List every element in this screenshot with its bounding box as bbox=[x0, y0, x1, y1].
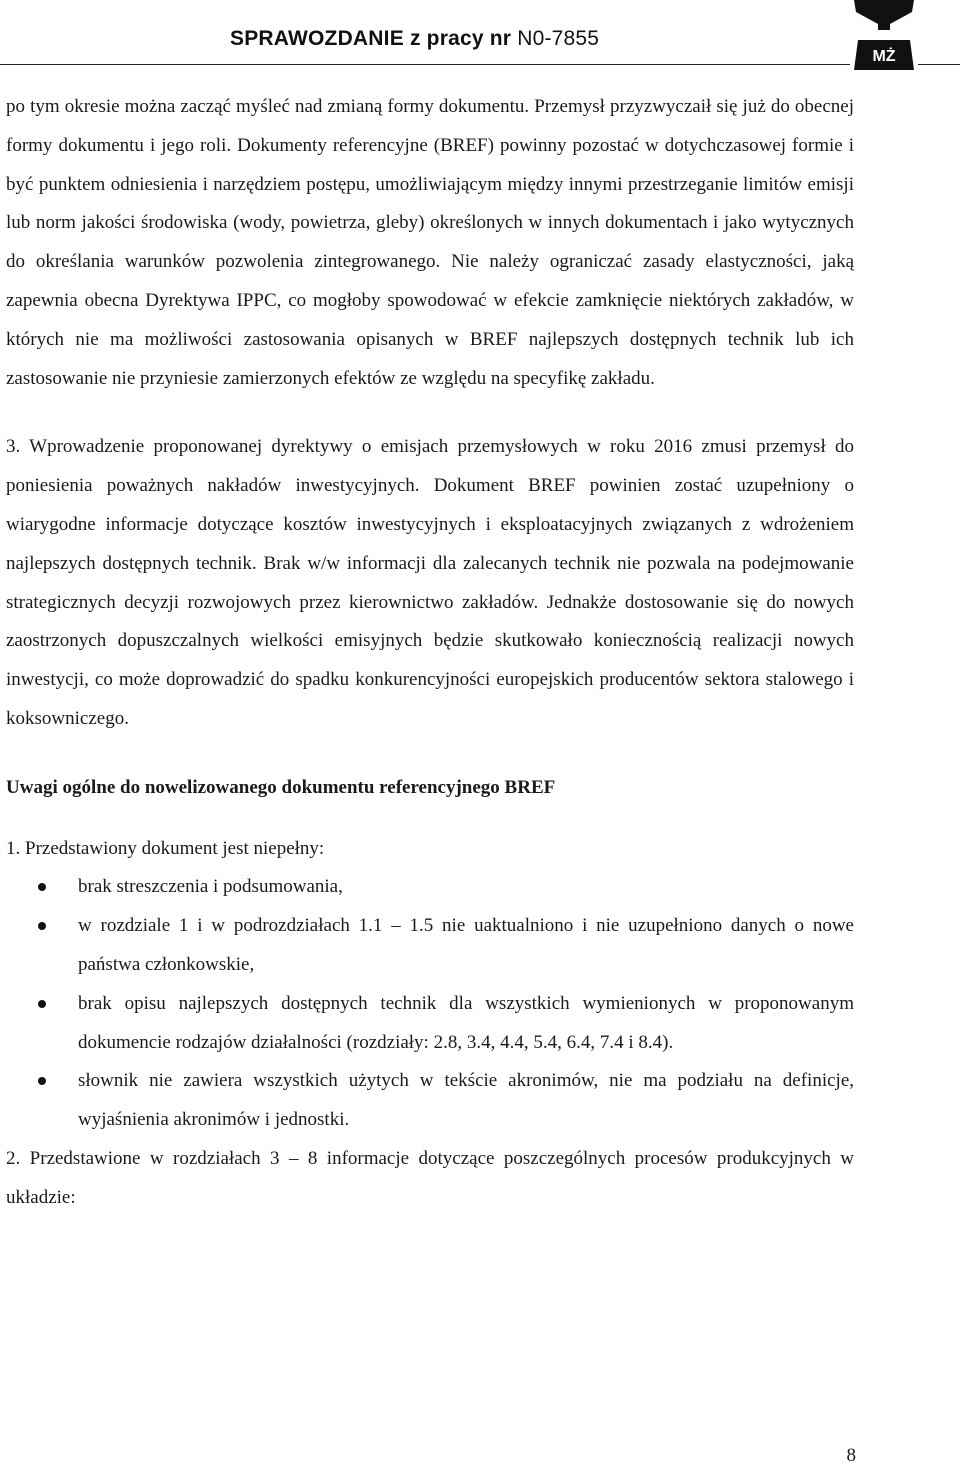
bullet-item: brak opisu najlepszych dostępnych technik dla wszystkich wymienionych w proponowanym dokumencie rodzajów działalności (rozdziały: 2.8, 3.4, 4.4, 5.4, 6.4, 7.4 i 8.4). bbox=[6, 985, 854, 1063]
header-divider-right bbox=[918, 64, 960, 65]
list-item-2-intro: 2. Przedstawione w rozdziałach 3 – 8 informacje dotyczące poszczególnych procesów produkcyjnych w układzie: bbox=[6, 1147, 854, 1208]
report-number: N0-7855 bbox=[517, 27, 600, 50]
page-header bbox=[0, 0, 960, 68]
bullet-list bbox=[6, 868, 854, 1140]
paragraph-point-3: 3. Wprowadzenie proponowanej dyrektywy o emisjach przemysłowych w roku 2016 zmusi przemysł do poniesienia poważnych nakładów inwestycyjnych. Dokument BREF powinien zostać uzupełniony o wiarygodne informacje dotyczące kosztów inwestycyjnych i eksploatacyjnych związanych z wdrożeniem najlepszych dostępnych technik. Brak w/w informacji dla zalecanych technik nie pozwala na podejmowanie strategicznych decyzji rozwojowych przez kierownictwo zakładów. Jednakże dostosowanie się do nowych zaostrzonych dopuszczalnych wielkości emisyjnych będzie skutkowało koniecznością realizacji nowych inwestycji, co może doprowadzić do spadku konkurencyjności europejskich producentów sektora stalowego i koksowniczego. bbox=[6, 436, 854, 729]
bullet-item: brak streszczenia i podsumowania, bbox=[6, 868, 854, 907]
paragraph-continuation: po tym okresie można zacząć myśleć nad zmianą formy dokumentu. Przemysł przyzwyczaił się już do obecnej formy dokumentu i jego roli. Dokumenty referencyjne (BREF) powinny pozostać w dotychczasowej formie i być punktem odniesienia i narzędziem postępu, umożliwiającym między innymi przestrzeganie limitów emisji lub norm jakości środowiska (wody, powietrza, gleby) określonych w innych dokumentach i jako wytycznych do określania warunków pozwolenia zintegrowanego. Nie należy ograniczać zasady elastyczności, jaką zapewnia obecna Dyrektywa IPPC, co mogłoby spowodować w efekcie zamknięcie niektórych zakładów, w których nie ma możliwości zastosowania opisanych w BREF najlepszych dostępnych technik lub ich zastosowanie nie przyniesie zamierzonych efektów ze względu na specyfikę zakładu. bbox=[6, 96, 854, 389]
header-divider bbox=[0, 64, 850, 65]
mz-logo-icon bbox=[852, 0, 916, 70]
report-title bbox=[230, 27, 599, 51]
section-heading: Uwagi ogólne do nowelizowanego dokumentu referencyjnego BREF bbox=[6, 776, 556, 798]
svg-text:MŻ: MŻ bbox=[872, 48, 896, 65]
document-body bbox=[6, 88, 854, 1218]
bullet-item: w rozdziale 1 i w podrozdziałach 1.1 – 1.5 nie uaktualniono i nie uzupełniono danych o nowe państwa członkowskie, bbox=[6, 907, 854, 985]
bullet-item: słownik nie zawiera wszystkich użytych w tekście akronimów, nie ma podziału na definicje, wyjaśnienia akronimów i jednostki. bbox=[6, 1062, 854, 1140]
report-title-label: SPRAWOZDANIE z pracy nr bbox=[230, 27, 512, 50]
list-item-1-intro: 1. Przedstawiony dokument jest niepełny: bbox=[6, 837, 325, 859]
page-number: 8 bbox=[846, 1445, 856, 1466]
